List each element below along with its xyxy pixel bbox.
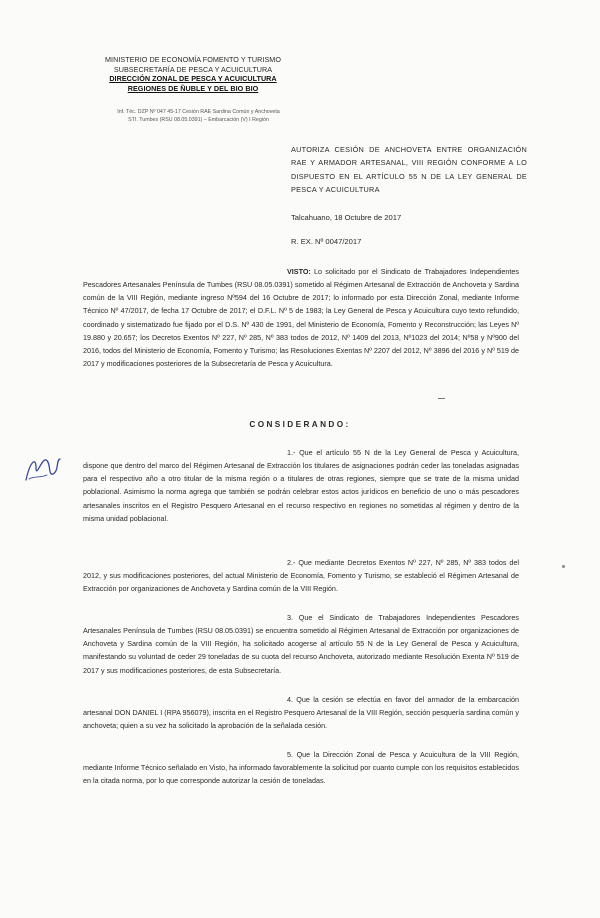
- visto-text: Lo solicitado por el Sindicato de Trabajadores Independientes Pescadores Artesanales Península de Tumbes (RSU 08.05.0391) sometido al Régimen Artesanal de Extracción de Anchoveta y Sardina común de la VIII Región, mediante ingreso Nº594 del 16 Octubre de 2017; lo informado por esta Dirección Zonal, mediante Informe Técnico Nº 47/2017, de fecha 17 Octubre de 2017; el D.F.L. Nº 5 de 1983; la Ley General de Pesca y Acuicultura cuyo texto refundido, coordinado y sistematizado fue fijado por el D.S. Nº 430 de 1991, del Ministerio de Economía, Fomento y Reconstrucción; las Leyes Nº 19.880 y 20.657; los Decretos Exentos Nº 227, Nº 285, Nº 383 todos de 2012, Nº 1409 del 2013, Nº1023 del 2014; Nº58 y Nº900 del 2016, todos del Ministerio de Economía, Fomento y Turismo; las Resoluciones Exentas Nº 2207 del 2012, Nº 3896 del 2016 y Nº 519 de 2017 y modificaciones posteriores de la Subsecretaría de Pesca y Acuicultura.: [83, 267, 519, 369]
- considerando-4: [83, 693, 519, 732]
- initials-annotation-icon: [20, 448, 64, 488]
- considerando-title: CONSIDERANDO:: [249, 420, 351, 429]
- considerando-5-text: 5. Que la Dirección Zonal de Pesca y Acuicultura de la VIII Región, mediante Informe Técnico señalado en Visto, ha informado favorablemente la solicitud por cuanto cumple con los requisitos establecidos en la citada norma, por lo que corresponde autorizar la cesión de toneladas.: [83, 750, 519, 786]
- resolution-subject: AUTORIZA CESIÓN DE ANCHOVETA ENTRE ORGANIZACIÓN RAE Y ARMADOR ARTESANAL, VIII REGIÓN CONFORME A LO DISPUESTO EN EL ARTÍCULO 55 N DE LA LEY GENERAL DE PESCA Y ACUICULTURA: [291, 145, 527, 195]
- considerando-4-text: 4. Que la cesión se efectúa en favor del armador de la embarcación artesanal DON DANIEL I (RPA 956079), inscrita en el Registro Pesquero Artesanal de la VIII Región, sección pesquería sardina común y anchoveta; quien a su vez ha solicitado la aprobación de la señalada cesión.: [83, 695, 519, 731]
- reference-line-1: Inf. Téc. DZP Nº 047 45-17 Cesión RAE Sardina Común y Anchoveta: [117, 109, 280, 115]
- visto-section: [83, 265, 519, 370]
- considerando-1-text: 1.- Que el artículo 55 N de la Ley General de Pesca y Acuicultura, dispone que dentro del marco del Régimen Artesanal de Extracción los titulares de asignaciones podrán ceder las toneladas asignadas para el respectivo año a otro titular de la misma región o a titulares de otras regiones, siempre que se trate de la misma unidad poblacional. Asimismo la norma agrega que también se podrán celebrar estos actos jurídicos en beneficio de uno o más pescadores artesanales inscritos en el Registro Pesquero Artesanal en el recurso respectivo en regiones no sometidas al régimen y dentro de la misma unidad poblacional.: [83, 448, 519, 523]
- considerando-3-text: 3. Que el Sindicato de Trabajadores Independientes Pescadores Artesanales Península de Tumbes (RSU 08.05.0391) se encuentra sometido al Régimen Artesanal de Extracción por organizaciones de Anchoveta y Sardina común de la VIII Región, ha solicitado acogerse al artículo 55 N de la Ley General de Pesca y Acuicultura, manifestando su voluntad de ceder 29 toneladas de su cuota del recurso Anchoveta, autorizado mediante Resolución Exenta Nº 519 de 2017 y sus modificaciones posteriores, de esta Subsecretaría.: [83, 613, 519, 675]
- visto-lead: VISTO:: [287, 267, 311, 276]
- considerando-2: [83, 556, 519, 595]
- undersecretariat-line: SUBSECRETARÍA DE PESCA Y ACUICULTURA: [113, 64, 273, 74]
- visto-paragraph: [83, 265, 519, 370]
- resolution-number: R. EX. Nº 0047/2017: [291, 237, 362, 246]
- pen-mark: [438, 398, 445, 399]
- reference-note: [86, 109, 311, 124]
- ministry-line: MINISTERIO DE ECONOMÍA FOMENTO Y TURISMO: [105, 55, 281, 64]
- considerando-3: [83, 611, 519, 677]
- reference-line-2: STI. Tumbes (RSU 08.05.0391) – Embarcación (V) I Región: [128, 116, 269, 123]
- place-date: Talcahuano, 18 Octubre de 2017: [291, 213, 402, 222]
- zonal-direction-line: DIRECCIÓN ZONAL DE PESCA Y ACUICULTURA: [109, 74, 277, 84]
- considerando-2-text: 2.- Que mediante Decretos Exentos Nº 227, Nº 285, Nº 383 todos del 2012, y sus modificaciones posteriores, del actual Ministerio de Economía, Fomento y Turismo, se estableció el Régimen Artesanal de Extracción por organizaciones de Anchoveta y Sardina común de la VIII Región.: [83, 558, 519, 594]
- regions-line: REGIONES DE ÑUBLE Y DEL BIO BIO: [127, 83, 259, 93]
- considerando-5: [83, 748, 519, 787]
- margin-dot: [562, 565, 565, 568]
- considerando-1: [83, 446, 519, 525]
- letterhead: [78, 55, 308, 93]
